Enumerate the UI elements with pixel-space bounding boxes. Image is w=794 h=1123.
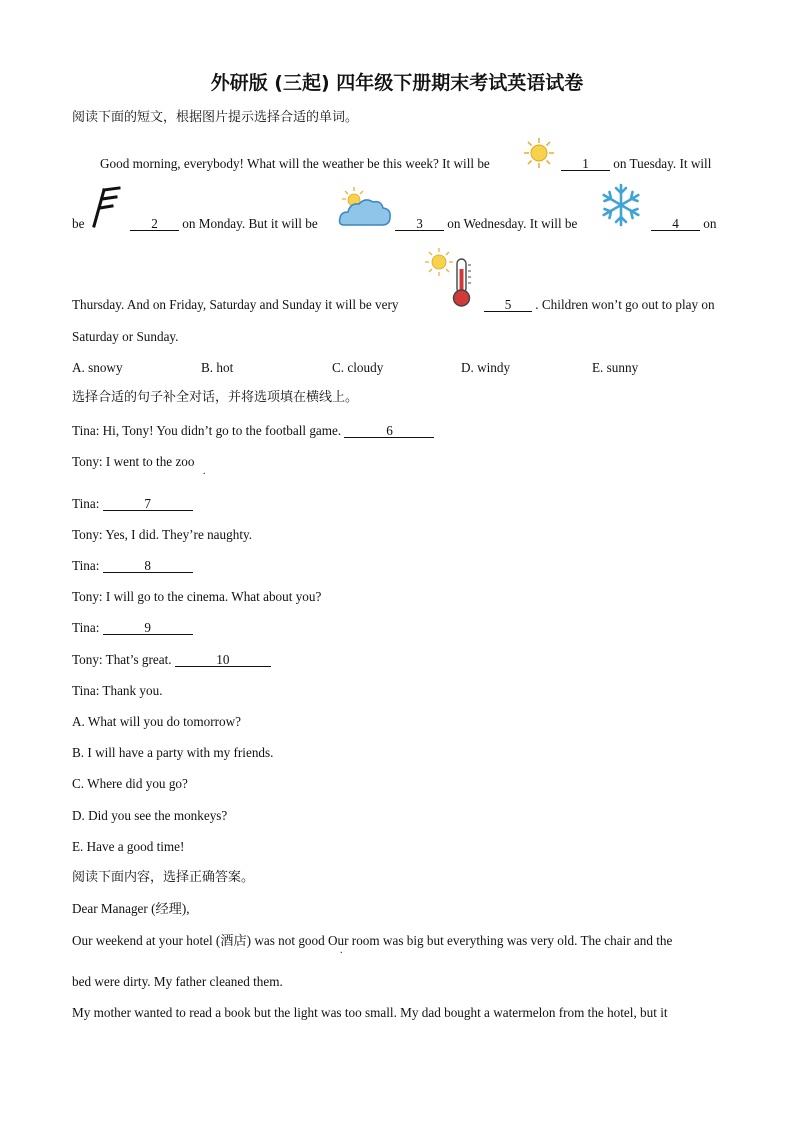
passage-text: on Monday. But it will be	[182, 216, 318, 231]
passage-line-3b	[484, 298, 715, 312]
dialogue-line	[72, 621, 193, 635]
section2-instruction: 选择合适的句子补全对话，并将选项填在横线上。	[72, 390, 359, 405]
dialogue-text: Tina:	[72, 620, 100, 635]
answer-blank-2[interactable]: 2	[130, 217, 179, 231]
answer-blank-9[interactable]: 9	[103, 621, 193, 635]
answer-blank-3[interactable]: 3	[395, 217, 444, 231]
passage-line-1	[100, 157, 490, 170]
answer-blank-4[interactable]: 4	[651, 217, 700, 231]
passage-line-2c	[395, 217, 577, 231]
passage-line-1b	[561, 157, 711, 171]
cloud-sun-icon	[338, 185, 392, 229]
passage-line-2b	[130, 217, 318, 231]
passage-line-2a: be	[72, 216, 85, 231]
section1-instruction: 阅读下面的短文，根据图片提示选择合适的单词。	[72, 110, 359, 125]
answer-blank-8[interactable]: 8	[103, 559, 193, 573]
option-a: A. snowy	[72, 360, 123, 375]
dialogue-line	[72, 559, 193, 573]
passage-text: Good morning, everybody! What will the weather be this week? It will be	[100, 156, 490, 171]
letter-line: My mother wanted to read a book but the light was too small. My dad bought a watermelon from the hotel, but it	[72, 1005, 668, 1020]
letter-line: bed were dirty. My father cleaned them.	[72, 974, 283, 989]
dialogue-option-b: B. I will have a party with my friends.	[72, 745, 274, 760]
dialogue-line	[72, 497, 193, 511]
passage-text: . Children won’t go out to play on	[535, 297, 715, 312]
dialogue-line	[72, 653, 271, 667]
passage-line-2d	[651, 217, 716, 231]
dialogue-line: Tony: I will go to the cinema. What about you?	[72, 589, 322, 604]
sun-icon	[523, 137, 555, 169]
dialogue-text: Tina:	[72, 558, 100, 573]
letter-line: Dear Manager (经理),	[72, 901, 190, 916]
dialogue-text: Tina: Hi, Tony! You didn’t go to the football game.	[72, 423, 342, 438]
answer-blank-10[interactable]: 10	[175, 653, 271, 667]
answer-blank-7[interactable]: 7	[103, 497, 193, 511]
dialogue-line: Tony: I went to the zoo	[72, 454, 195, 469]
section3-instruction: 阅读下面内容，选择正确答案。	[72, 870, 255, 885]
dialogue-option-e: E. Have a good time!	[72, 839, 185, 854]
dialogue-option-d: D. Did you see the monkeys?	[72, 808, 228, 823]
option-e: E. sunny	[592, 360, 639, 375]
dialogue-line: Tina: Thank you.	[72, 683, 163, 698]
dialogue-option-c: C. Where did you go?	[72, 776, 188, 791]
period-mark: .	[340, 945, 343, 956]
dialogue-text: Tony: That’s great.	[72, 652, 172, 667]
passage-text: on Tuesday. It will	[613, 156, 712, 171]
answer-blank-6[interactable]: 6	[344, 424, 434, 438]
dialogue-line	[72, 424, 434, 438]
option-c: C. cloudy	[332, 360, 384, 375]
passage-line-3a: Thursday. And on Friday, Saturday and Sunday it will be very	[72, 297, 399, 312]
dialogue-option-a: A. What will you do tomorrow?	[72, 714, 241, 729]
dialogue-text: Tina:	[72, 496, 100, 511]
passage-text: on Wednesday. It will be	[447, 216, 578, 231]
page-title: 外研版 (三起) 四年级下册期末考试英语试卷	[210, 72, 584, 94]
dialogue-line: Tony: Yes, I did. They’re naughty.	[72, 527, 253, 542]
option-b: B. hot	[201, 360, 234, 375]
answer-blank-5[interactable]: 5	[484, 298, 532, 312]
thermometer-hot-icon	[424, 247, 478, 309]
period-mark: .	[203, 466, 206, 477]
wind-icon	[90, 185, 124, 229]
answer-blank-1[interactable]: 1	[561, 157, 610, 171]
snowflake-icon	[598, 182, 644, 228]
option-d: D. windy	[461, 360, 511, 375]
passage-text: on	[703, 216, 717, 231]
letter-line: Our weekend at your hotel (酒店) was not good Our room was big but everything was very old. The chair and the	[72, 933, 673, 948]
passage-line-4: Saturday or Sunday.	[72, 329, 179, 344]
